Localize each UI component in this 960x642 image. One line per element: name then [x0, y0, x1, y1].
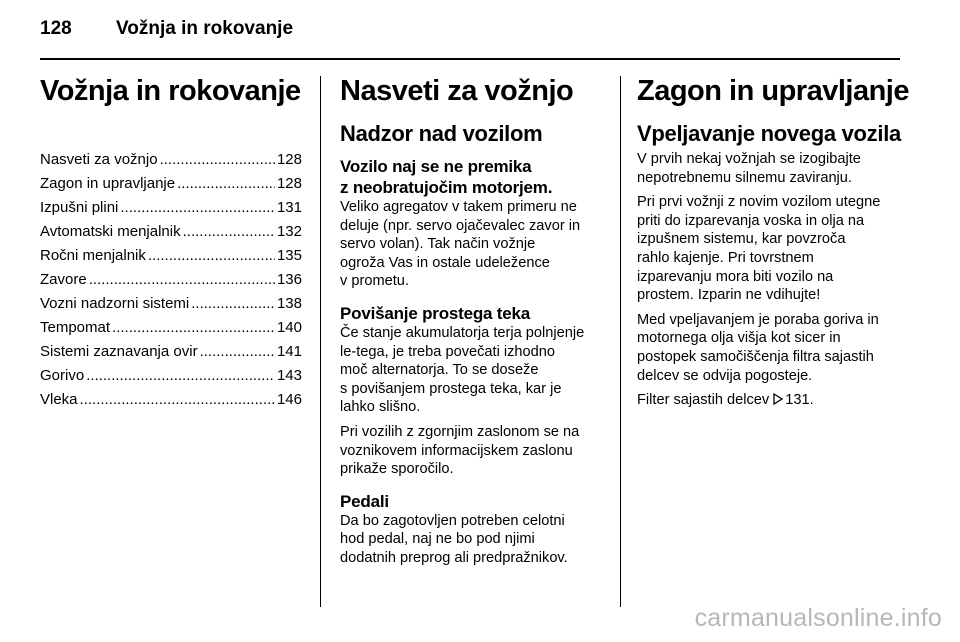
- text-line: Pri vozilih z zgornjim zaslonom se na: [340, 423, 580, 440]
- text-line: rahlo kajenje. Pri tovrstnem: [637, 249, 814, 266]
- text-line: le-tega, je treba povečati izhodno: [340, 343, 555, 360]
- toc-label: Vozni nadzorni sistemi: [40, 295, 190, 312]
- subsection-title: Vpeljavanje novega vozila: [637, 121, 901, 146]
- text-line: s povišanjem prostega teka, kar je: [340, 380, 562, 397]
- cross-reference-page[interactable]: 131.: [785, 392, 814, 409]
- toc-entry[interactable]: [40, 172, 302, 196]
- text-line: Veliko agregatov v takem primeru ne: [340, 199, 577, 215]
- body-paragraph: [340, 324, 604, 417]
- toc-leader: [80, 388, 275, 412]
- page-number: 128: [40, 18, 72, 39]
- toc-leader: [200, 340, 275, 364]
- toc-label: Avtomatski menjalnik: [40, 223, 181, 240]
- text-line: motornega olja višja kot sicer in: [637, 330, 841, 347]
- page-header: [40, 18, 293, 48]
- toc-label: Tempomat: [40, 319, 111, 336]
- chapter-title: Vožnja in rokovanje: [40, 75, 301, 107]
- header-rule: [40, 58, 900, 60]
- paragraph-heading: Povišanje prostega teka: [340, 303, 531, 323]
- text-line: servo volan). Tak način vožnje: [340, 236, 536, 253]
- body-paragraph: [637, 311, 903, 385]
- paragraph-heading: [340, 156, 604, 198]
- toc-page: 140: [276, 319, 302, 336]
- text-line: Med vpeljavanjem je poraba goriva in: [637, 311, 879, 328]
- section-title: Nasveti za vožnjo: [340, 75, 574, 107]
- toc-leader: [183, 220, 275, 244]
- toc-page: 138: [276, 295, 302, 312]
- toc-label: Sistemi zaznavanja ovir: [40, 343, 198, 360]
- heading-line: Vozilo naj se ne premika: [340, 157, 532, 176]
- cross-reference-arrow-icon[interactable]: [773, 393, 783, 405]
- subsection-title: Nadzor nad vozilom: [340, 121, 543, 146]
- toc-page: 128: [276, 151, 302, 168]
- toc-page: 135: [276, 247, 302, 264]
- body-paragraph: [340, 198, 604, 291]
- body-paragraph: [637, 150, 903, 187]
- text-line: Pri prvi vožnji z novim vozilom utegne: [637, 194, 881, 211]
- toc-label: Gorivo: [40, 367, 85, 384]
- toc-page: 136: [276, 271, 302, 288]
- text-line: izpušnem sistemu, kar povzroča: [637, 231, 846, 248]
- toc-page: 141: [276, 343, 302, 360]
- body-paragraph: [340, 423, 604, 479]
- toc-entry[interactable]: [40, 292, 302, 316]
- toc-entry[interactable]: [40, 268, 302, 292]
- column-driving-tips: [340, 74, 604, 568]
- text-line: postopek samočiščenja filtra sajastih: [637, 348, 874, 365]
- toc-leader: [120, 196, 275, 220]
- text-line: izparevanju mora biti vozilo na: [637, 268, 834, 285]
- toc-page: 131: [276, 199, 302, 216]
- heading-line: z neobratujočim motorjem.: [340, 178, 553, 197]
- toc-leader: [148, 244, 275, 268]
- toc-label: Izpušni plini: [40, 199, 119, 216]
- toc-entry[interactable]: [40, 316, 302, 340]
- text-line: Da bo zagotovljen potreben celotni: [340, 512, 565, 529]
- column-divider: [320, 76, 321, 607]
- toc-entry[interactable]: [40, 148, 302, 172]
- toc-page: 128: [276, 175, 302, 192]
- running-title: Vožnja in rokovanje: [116, 18, 294, 39]
- paragraph-heading: Pedali: [340, 491, 389, 511]
- toc-leader: [112, 316, 275, 340]
- toc-leader: [86, 364, 275, 388]
- toc-label: Zagon in upravljanje: [40, 175, 176, 192]
- toc-page: 143: [276, 367, 302, 384]
- text-line: V prvih nekaj vožnjah se izogibajte: [637, 151, 861, 167]
- toc-entry[interactable]: [40, 220, 302, 244]
- text-line: prikaže sporočilo.: [340, 461, 454, 478]
- toc-entry[interactable]: [40, 340, 302, 364]
- toc-page: 132: [276, 223, 302, 240]
- text-line: v prometu.: [340, 273, 409, 290]
- toc-entry[interactable]: [40, 388, 302, 412]
- toc-entry[interactable]: [40, 364, 302, 388]
- toc-leader: [191, 292, 275, 316]
- text-line: dodatnih preprog ali predpražnikov.: [340, 549, 568, 566]
- text-line: Če stanje akumulatorja terja polnjenje: [340, 324, 585, 341]
- body-paragraph: [637, 193, 903, 305]
- toc-label: Nasveti za vožnjo: [40, 151, 158, 168]
- toc-leader: [160, 148, 275, 172]
- toc-label: Ročni menjalnik: [40, 247, 146, 264]
- text-line: deluje (npr. servo ojačevalec zavor in: [340, 217, 581, 234]
- column-starting-operating: [637, 74, 909, 410]
- toc-entry[interactable]: [40, 196, 302, 220]
- toc-label: Vleka: [40, 391, 78, 408]
- section-title: Zagon in upravljanje: [637, 75, 909, 107]
- text-line: Filter sajastih delcev: [637, 392, 770, 409]
- text-line: hod pedal, naj ne bo pod njimi: [340, 531, 535, 548]
- text-line: lahko slišno.: [340, 399, 421, 416]
- toc-leader: [89, 268, 275, 292]
- text-line: ogroža Vas in ostale udeležence: [340, 254, 550, 271]
- watermark: carmanualsonline.info: [694, 604, 942, 632]
- body-paragraph: [637, 391, 903, 410]
- text-line: moč alternatorja. To se doseže: [340, 362, 539, 379]
- column-toc: [40, 74, 302, 412]
- text-line: priti do izparevanja voska in olja na: [637, 212, 865, 229]
- table-of-contents: [40, 148, 302, 412]
- toc-page: 146: [276, 391, 302, 408]
- toc-entry[interactable]: [40, 244, 302, 268]
- text-line: voznikovem informacijskem zaslonu: [340, 442, 573, 459]
- toc-leader: [177, 172, 275, 196]
- text-line: nepotrebnemu silnemu zaviranju.: [637, 169, 852, 186]
- toc-label: Zavore: [40, 271, 87, 288]
- text-line: prostem. Izparin ne vdihujte!: [637, 287, 821, 304]
- column-divider: [620, 76, 621, 607]
- text-line: delcev se odvija pogosteje.: [637, 367, 813, 384]
- body-paragraph: [340, 512, 604, 568]
